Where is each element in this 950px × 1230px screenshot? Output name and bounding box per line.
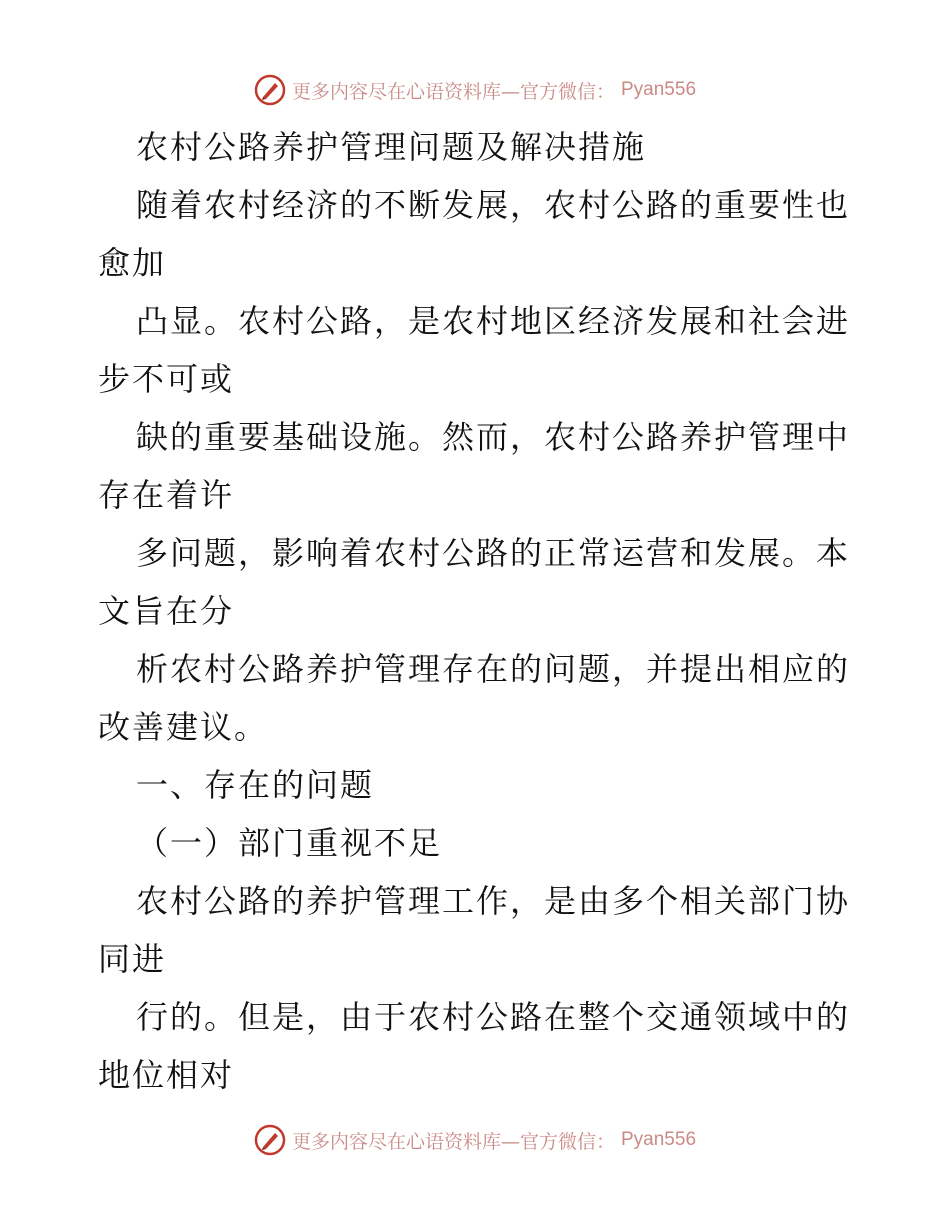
paragraph-line: 农村公路的养护管理工作，是由多个相关部门协 bbox=[136, 882, 851, 920]
pen-logo-icon bbox=[254, 74, 286, 106]
paragraph-line: 同进 bbox=[98, 940, 167, 978]
paragraph-line: 改善建议。 bbox=[98, 708, 269, 746]
subsection-heading: （一）部门重视不足 bbox=[136, 824, 443, 862]
watermark-text: 更多内容尽在心语资料库—官方微信： bbox=[291, 80, 615, 103]
section-heading: 一、存在的问题 bbox=[136, 766, 375, 804]
watermark-text: 更多内容尽在心语资料库—官方微信： bbox=[291, 1130, 615, 1153]
watermark-handle: Pyan556 bbox=[621, 1129, 697, 1150]
paragraph-line: 析农村公路养护管理存在的问题，并提出相应的 bbox=[136, 650, 851, 688]
paragraph-line: 步不可或 bbox=[98, 360, 235, 398]
watermark-handle: Pyan556 bbox=[621, 79, 697, 100]
paragraph-line: 凸显。农村公路，是农村地区经济发展和社会进 bbox=[136, 302, 851, 340]
paragraph-line: 多问题，影响着农村公路的正常运营和发展。本 bbox=[136, 534, 851, 572]
paragraph-line: 地位相对 bbox=[98, 1056, 235, 1094]
paragraph-line: 缺的重要基础设施。然而，农村公路养护管理中 bbox=[136, 418, 851, 456]
paragraph-line: 愈加 bbox=[98, 244, 167, 282]
document-body bbox=[98, 118, 858, 1104]
paragraph-line: 存在着许 bbox=[98, 476, 235, 514]
document-title: 农村公路养护管理问题及解决措施 bbox=[136, 128, 647, 166]
header-watermark bbox=[0, 70, 950, 110]
paragraph-line: 随着农村经济的不断发展，农村公路的重要性也 bbox=[136, 186, 851, 224]
footer-watermark bbox=[0, 1120, 950, 1160]
paragraph-line: 行的。但是，由于农村公路在整个交通领域中的 bbox=[136, 998, 851, 1036]
paragraph-line: 文旨在分 bbox=[98, 592, 235, 630]
pen-logo-icon bbox=[254, 1124, 286, 1156]
